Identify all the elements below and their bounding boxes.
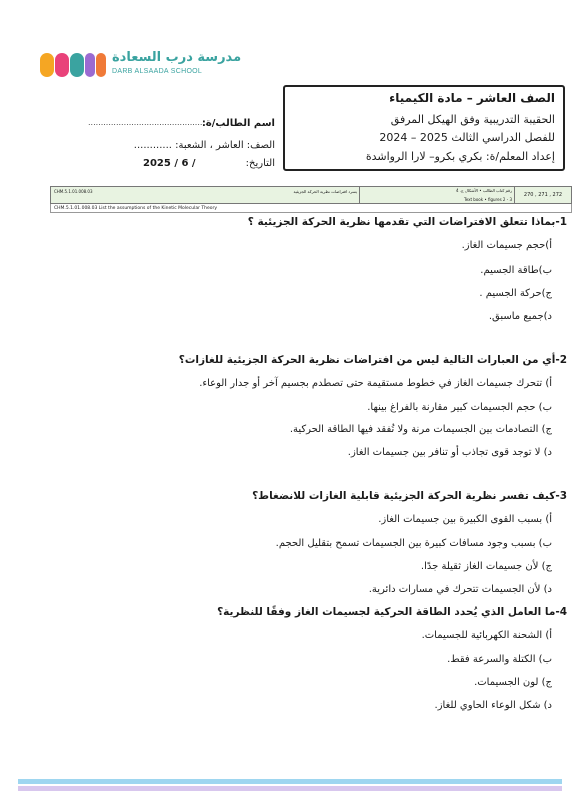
school-name-en: DARB ALSAADA SCHOOL — [112, 68, 203, 75]
question-3-option-a[interactable]: أ) بسبب القوى الكبيرة بين جسيمات الغاز. — [378, 514, 552, 525]
exam-subtitle: الحقيبة التدريبية وفق الهيكل المرفق — [390, 113, 555, 126]
standards-objective-ar: يسرد افتراضات نظرية الحركة الجزيئية — [293, 189, 357, 194]
question-1-option-c[interactable]: ج)حركة الجسيم . — [479, 288, 552, 299]
standards-pages: 270 , 271 , 272 — [514, 187, 571, 203]
logo-shape-4 — [85, 53, 95, 77]
question-3-text: 3-كيف تفسر نظرية الحركة الجزيئية قابلية الغازات للانضغاط؟ — [252, 490, 567, 502]
question-2-option-c[interactable]: ج) التصادمات بين الجسيمات مرنة ولا تُفقد فيها الطاقة الحركية. — [289, 424, 552, 435]
exam-title: الصف العاشر – مادة الكيمياء — [389, 91, 555, 105]
question-1-option-a[interactable]: أ)حجم جسيمات الغاز. — [461, 240, 552, 251]
logo-shape-3 — [70, 53, 84, 77]
question-4-option-c[interactable]: ج) لون الجسيمات. — [474, 677, 552, 688]
standards-textbook-ref: رقم كتاب الطالب • الأشكال ج. 4 — [455, 188, 512, 193]
question-3-option-b[interactable]: ب) بسبب وجود مسافات كبيرة بين الجسيمات تسمح بتقليل الحجم. — [275, 538, 552, 549]
footer-bar-blue — [18, 779, 562, 784]
exam-term: للفصل الدراسي الثالث 2025 – 2024 — [379, 131, 555, 144]
exam-header-box — [283, 85, 565, 171]
question-1-option-b[interactable]: ب)طاقة الجسيم. — [480, 265, 552, 276]
question-2-option-a[interactable]: أ) تتحرك جسيمات الغاز في خطوط مستقيمة حتى تصطدم بجسيم آخر أو جدار الوعاء. — [199, 378, 552, 389]
school-logo-icon — [40, 50, 106, 80]
standards-objective-en: CHM.5.1.01.008.03 List the assumptions of the Kinetic Molecular Theory — [50, 204, 572, 213]
question-3-option-c[interactable]: ج) لأن جسيمات الغاز ثقيلة جدًا. — [420, 561, 552, 572]
standards-textbook-cell — [359, 187, 515, 203]
logo-shape-1 — [40, 53, 54, 77]
standards-objective-code: CHM.5.1.01.008.03 — [54, 189, 93, 194]
question-1-option-d[interactable]: د)جميع ماسبق. — [488, 311, 552, 322]
logo-shape-5 — [96, 53, 106, 77]
question-3-option-d[interactable]: د) لأن الجسيمات تتحرك في مسارات دائرية. — [368, 584, 552, 595]
exam-prepared-by: إعداد المعلم/ة: بكري بكرو– لارا الرواشدة — [365, 150, 555, 163]
student-grade-label: الصف: العاشر ، الشعبة: ............ — [133, 140, 275, 151]
date-label: التاريخ: — [245, 158, 275, 169]
question-2-option-b[interactable]: ب) حجم الجسيمات كبير مقارنة بالفراغ بينها. — [367, 402, 552, 413]
question-4-option-a[interactable]: أ) الشحنة الكهربائية للجسيمات. — [421, 630, 552, 641]
logo-shape-2 — [55, 53, 69, 77]
date-value: 2025 / 6 / — [143, 158, 196, 169]
question-4-text: 4-ما العامل الذي يُحدد الطاقة الحركية لجسيمات الغاز وفقًا للنظرية؟ — [217, 606, 567, 618]
student-name-label: اسم الطالب/ة: — [201, 118, 275, 129]
standards-table — [50, 186, 572, 204]
question-2-option-d[interactable]: د) لا توجد قوى تجاذب أو تنافر بين جسيمات الغاز. — [347, 447, 552, 458]
standards-objective-cell — [51, 187, 360, 203]
question-1-text: 1-بماذا تتعلق الافتراضات التي تقدمها نظرية الحركة الجزيئية ؟ — [247, 216, 567, 228]
question-4-option-d[interactable]: د) شكل الوعاء الحاوي للغاز. — [434, 700, 552, 711]
question-4-option-b[interactable]: ب) الكتلة والسرعة فقط. — [447, 654, 552, 665]
question-2-text: 2-أي من العبارات التالية ليس من افتراضات نظرية الحركة الجزيئية للغازات؟ — [178, 354, 567, 366]
student-name-dots: ............................................... — [88, 118, 208, 127]
standards-textbook-sub: Text book • figures 2 - 3 — [463, 197, 512, 202]
footer-bar-lavender — [18, 786, 562, 791]
school-name-ar: مدرسة درب السعادة — [112, 50, 242, 65]
